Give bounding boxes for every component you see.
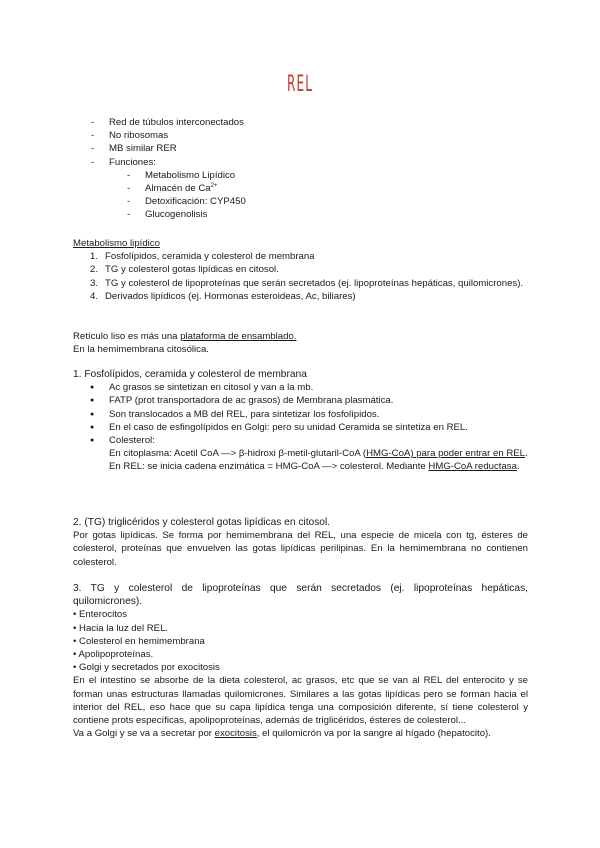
- list-item: - No ribosomas: [73, 129, 528, 142]
- cholesterol-line-1: En citoplasma: Acetil CoA —> β-hidroxi β-metil-glutaril-CoA (HMG-CoA) para poder entrar en REL.: [109, 448, 528, 460]
- section-1-bullets: [73, 381, 528, 447]
- list-item: • Apolipoproteínas.: [73, 649, 154, 661]
- list-item: 1. Fosfolípidos, ceramida y colesterol de membrana: [90, 251, 315, 263]
- superscript: 2+: [210, 182, 218, 189]
- section-1: [73, 368, 528, 474]
- list-item: ● Colesterol:: [73, 434, 528, 447]
- paragraph: Retículo liso es más una plataforma de ensamblado.: [73, 331, 297, 342]
- list-item: ● FATP (prot transportadora de ac grasos) de Membrana plasmática.: [73, 394, 528, 407]
- metab-list: [73, 250, 528, 303]
- section-heading: 3. TG y colesterol de lipoproteínas que serán secretados (ej. lipoproteínas hepáticas, quilomicrones).: [73, 583, 528, 608]
- list-item: 4. Derivados lipídicos (ej. Hormonas esteroideas, Ac, biliares): [90, 290, 356, 302]
- functions-list: [73, 169, 528, 222]
- paragraph: En la hemimembrana citosólica.: [73, 344, 209, 356]
- list-item: - Glucogenolisis: [73, 208, 528, 221]
- retic-section: [73, 330, 528, 356]
- list-item: - Funciones:: [73, 156, 528, 169]
- list-item: - Metabolismo Lipídico: [73, 169, 528, 182]
- list-item: • Colesterol en hemimembrana: [73, 635, 205, 647]
- section-3: [73, 582, 528, 740]
- list-item: ● Ac grasos se sintetizan en citosol y van a la mb.: [73, 381, 528, 394]
- metab-section: [73, 237, 528, 303]
- list-item: - Detoxificación: CYP450: [73, 195, 528, 208]
- list-item: 2. TG y colesterol gotas lipídicas en citosol.: [90, 264, 279, 276]
- list-item: ● Son translocados a MB del REL, para sintetizar los fosfolípidos.: [73, 408, 528, 421]
- paragraph: Va a Golgi y se va a secretar por exocitosis, el quilomicrón va por la sangre al hígado (hepatocito).: [73, 728, 491, 740]
- list-item: 3. TG y colesterol de lipoproteínas que serán secretados (ej. lipoproteínas hepáticas, quilomicrones).: [90, 277, 524, 289]
- list-item: ● En el caso de esfingolípidos en Golgi: pero su unidad Ceramida se sintetiza en REL.: [73, 421, 528, 434]
- list-item: - MB similar RER: [73, 142, 528, 155]
- list-item: - Almacén de $Ca^{2+}$: [73, 182, 528, 195]
- paragraph: Por gotas lipídicas. Se forma por hemimembrana del REL, una especie de micela con tg, ésteres de colesterol, proteínas que envuelven las gotas lipídicas perilipinas. En la hemimembrana no contienen colesterol.: [73, 530, 528, 568]
- page-title: REL: [286, 72, 314, 97]
- intro-list: [73, 116, 528, 169]
- section-2: [73, 516, 528, 569]
- section-heading: 1. Fosfolípidos, ceramida y colesterol de membrana: [73, 369, 307, 380]
- underlined-text: plataforma de ensamblado.: [180, 331, 297, 342]
- list-item: - Red de túbulos interconectados: [73, 116, 528, 129]
- list-item: • Golgi y secretados por exocitosis: [73, 662, 220, 674]
- cholesterol-line-2: En REL: se inicia cadena enzimática = HMG-CoA —> colesterol. Mediante HMG-CoA reductasa.: [109, 461, 520, 473]
- list-item: • Enterocitos: [73, 609, 128, 621]
- intro-section: [73, 116, 528, 222]
- section-heading: Metabolismo lipídico: [73, 238, 160, 249]
- paragraph: En el intestino se absorbe de la dieta colesterol, ac grasos, etc que se van al REL del enterocito y se forman unas estructuras llamadas quilomicrones. Similares a las gotas lipídicas pero se forman hacia el interior del REL, eso hace que su capa lipídica tenga una composición diferente, sí tiene colesterol y contiene prots específicas, apolipoproteínas, además de triglicéridos, ésteres de colesterol...: [73, 675, 528, 727]
- section-heading: 2. (TG) triglicéridos y colesterol gotas lipídicas en citosol.: [73, 517, 331, 528]
- list-item: • Hacia la luz del REL.: [73, 622, 169, 634]
